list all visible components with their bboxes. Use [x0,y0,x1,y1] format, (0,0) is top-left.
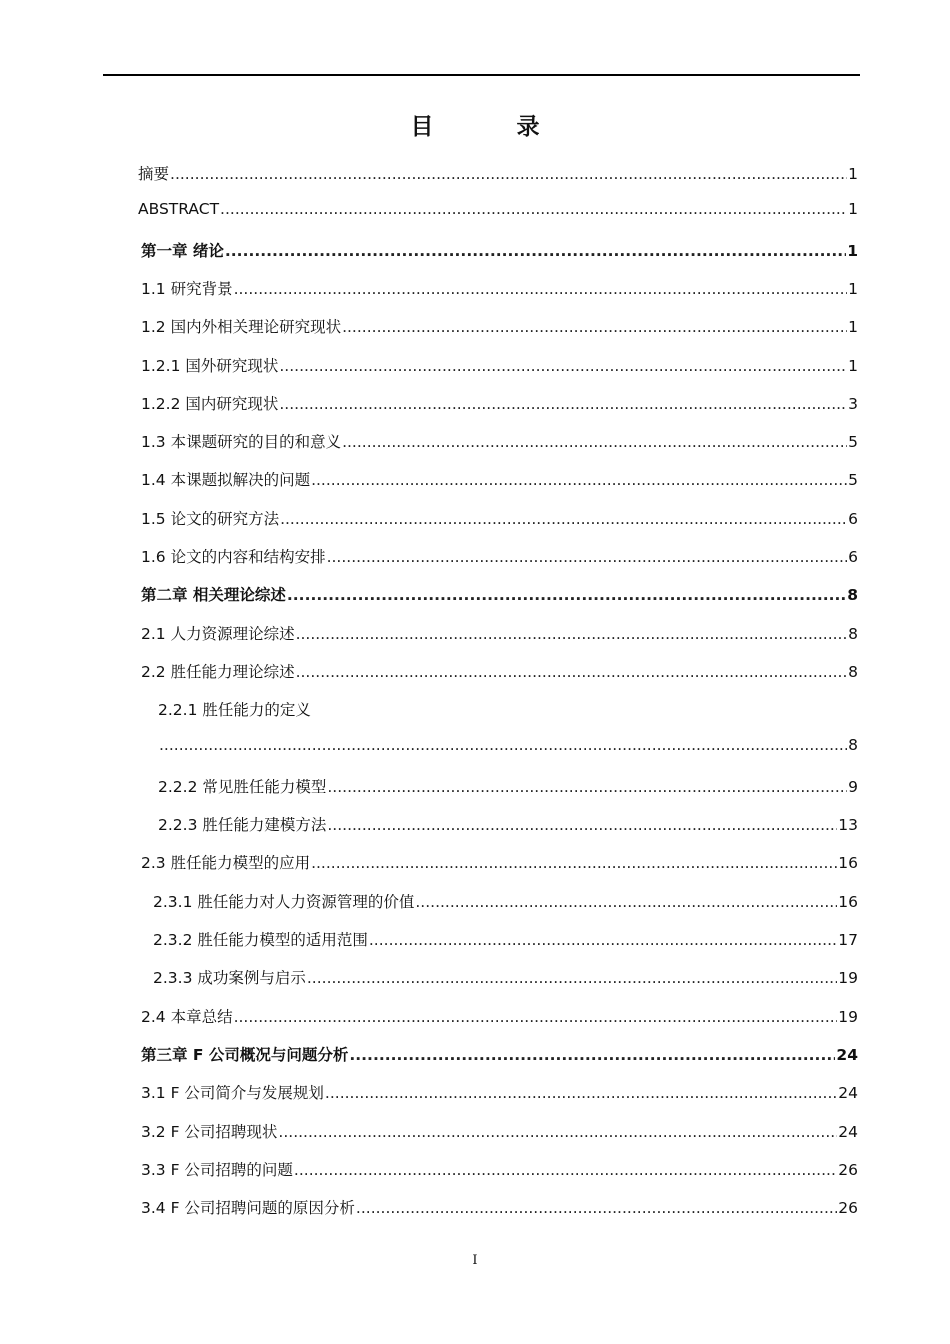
toc-entry[interactable] [0,844,950,882]
toc-dot-leader [159,736,847,754]
toc-dot-leader [415,893,837,911]
toc-dot-leader [327,816,837,834]
toc-entry[interactable] [0,653,950,691]
toc-entry-page: 1 [848,165,858,183]
toc-entry-label: 1.5 论文的研究方法 [141,509,280,528]
toc-entry-page: 5 [848,433,858,452]
toc-dot-leader [311,854,837,872]
toc-entry-label: 1.3 本课题研究的目的和意义 [141,433,342,452]
toc-entry[interactable] [0,921,950,959]
toc-entry-page: 1 [848,200,858,219]
toc-entry-label: 第一章 绪论 [141,241,224,260]
toc-entry-label: 2.3.2 胜任能力模型的适用范围 [153,931,368,949]
toc-entry-label: 2.2.1 胜任能力的定义 [158,701,311,720]
toc-entry[interactable] [0,806,950,844]
toc-entry-label: 1.1 研究背景 [141,279,233,298]
toc-entry[interactable] [0,461,950,499]
toc-entry-label: 摘要 [138,165,170,183]
toc-entry[interactable] [0,308,950,346]
toc-entry[interactable] [0,959,950,997]
toc-entry-page: 8 [848,624,858,643]
toc-entry-page: 6 [848,509,858,528]
toc-dot-leader [342,433,847,451]
toc-dot-leader [369,931,837,949]
toc-entry-label: 第二章 相关理论综述 [141,586,286,605]
toc-entry-label: 1.2 国内外相关理论研究现状 [141,318,342,337]
toc-entry[interactable] [0,883,950,921]
toc-entry-label: 1.4 本课题拟解决的问题 [141,471,311,490]
toc-entry-page: 19 [838,1007,858,1026]
toc-entry-label: 1.2.2 国内研究现状 [141,394,279,413]
toc-entry-label: 2.2.2 常见胜任能力模型 [158,777,327,796]
toc-dot-leader [170,165,847,183]
toc-entry-page: 26 [838,1160,858,1179]
toc-entry[interactable] [0,1151,950,1189]
toc-dot-leader [307,969,837,987]
toc-entry-page: 16 [838,892,858,911]
toc-entry-page: 8 [847,586,858,605]
toc-dot-leader [342,318,847,336]
toc-entry-page: 26 [838,1199,858,1218]
toc-entry-page: 6 [848,548,858,566]
toc-entry-label: 2.1 人力资源理论综述 [141,624,295,643]
toc-entry-page: 8 [848,736,858,755]
toc-dot-leader [225,242,846,260]
toc-entry-label: 2.3.1 胜任能力对人力资源管理的价值 [153,892,415,911]
toc-entry-page: 13 [838,816,858,835]
toc-entry[interactable] [0,615,950,653]
toc-entry[interactable] [0,1113,950,1151]
toc-entry-page: 24 [838,1084,858,1103]
toc-entry-page: 9 [848,777,858,796]
toc-entry-label: 1.6 论文的内容和结构安排 [141,548,326,566]
toc-entry-page: 17 [838,931,858,949]
toc-entry[interactable] [0,1074,950,1112]
toc-entry-page: 8 [848,662,858,681]
toc-entry[interactable] [0,691,950,768]
toc-dot-leader [325,1084,837,1102]
toc-dot-leader [327,778,847,796]
header-rule [103,74,860,76]
toc-entry-label: 3.2 F 公司招聘现状 [141,1122,278,1141]
toc-entry[interactable] [0,538,950,576]
toc-entry-label: 2.3.3 成功案例与启示 [153,969,306,988]
toc-entry-label: 3.4 F 公司招聘问题的原因分析 [141,1199,355,1218]
toc-dot-leader [287,586,846,604]
toc-entry-label: ABSTRACT [138,200,220,219]
toc-entry-label: 2.2 胜任能力理论综述 [141,662,295,681]
toc-entry[interactable] [0,385,950,423]
toc-entry[interactable] [0,423,950,461]
toc-dot-leader [234,1008,838,1026]
page-number-footer: I [472,1253,478,1268]
toc-entry[interactable] [0,193,950,231]
toc-dot-leader [356,1199,837,1217]
toc-dot-leader [327,548,848,566]
toc-entry-page: 1 [848,318,858,337]
toc-entry-label: 3.3 F 公司招聘的问题 [141,1160,293,1179]
toc-entry[interactable] [0,155,950,193]
toc-dot-leader [296,663,848,681]
toc-entry[interactable] [0,500,950,538]
toc-entry-label: 2.4 本章总结 [141,1007,233,1026]
toc-dot-leader [220,200,847,218]
toc-dot-leader [234,280,848,298]
toc-entry[interactable] [0,270,950,308]
toc-entry[interactable] [0,347,950,385]
toc-entry-page: 1 [848,279,858,298]
toc-dot-leader [278,1123,837,1141]
toc-entry-label: 1.2.1 国外研究现状 [141,356,279,375]
toc-entry-page: 19 [838,969,858,988]
toc-entry-page: 3 [848,394,858,413]
toc-entry[interactable] [0,576,950,614]
toc-dot-leader [279,395,847,413]
toc-dot-leader [280,510,847,528]
toc-entry-page: 24 [836,1045,858,1064]
toc-dot-leader [279,357,847,375]
toc-entry-page: 5 [848,471,858,490]
toc-dot-leader [294,1161,837,1179]
toc-entry-label: 第三章 F 公司概况与问题分析 [141,1045,349,1064]
toc-entry-page: 1 [848,356,858,375]
toc-entry[interactable] [0,998,950,1036]
toc-entry[interactable] [0,232,950,270]
toc-dot-leader [349,1046,835,1064]
toc-dot-leader [296,625,848,643]
toc-entry-page: 24 [838,1122,858,1141]
toc-entry-label: 2.3 胜任能力模型的应用 [141,854,311,873]
toc-dot-leader [311,471,847,489]
toc-entry-label: 3.1 F 公司简介与发展规划 [141,1084,324,1103]
toc-title: 目 录 [410,113,570,140]
toc-entry[interactable] [0,1189,950,1227]
toc-entry[interactable] [0,768,950,806]
toc-entry[interactable] [0,1036,950,1074]
toc-entry-label: 2.2.3 胜任能力建模方法 [158,816,327,835]
toc-entry-page: 16 [838,854,858,873]
toc-entry-page: 1 [847,241,858,260]
